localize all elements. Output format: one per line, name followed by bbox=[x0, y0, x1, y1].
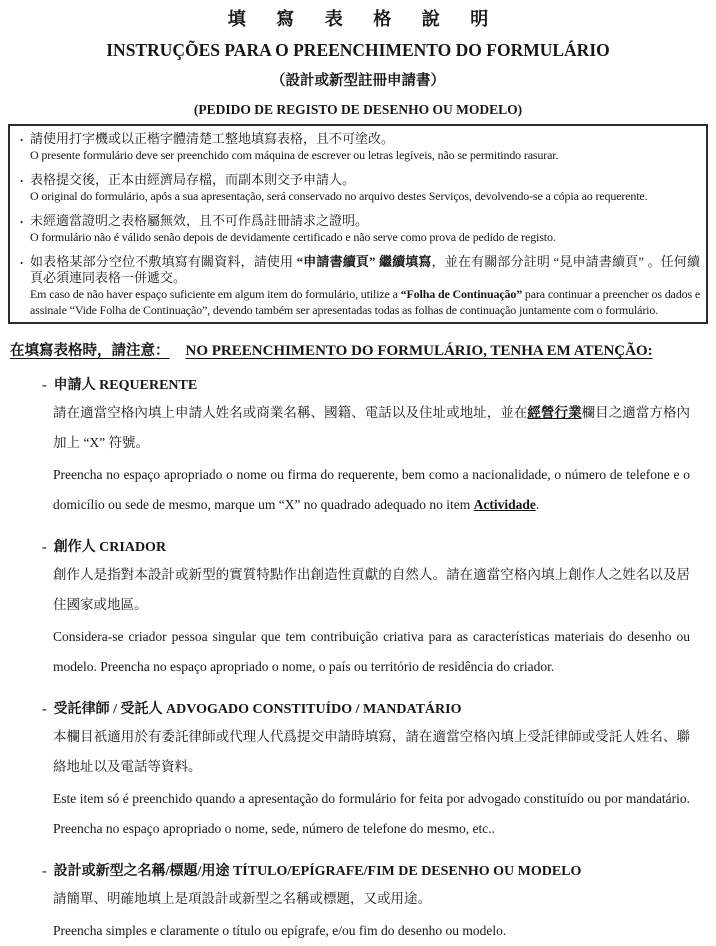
bullet-dot: . bbox=[20, 129, 24, 144]
section-body-pt: Este item só é preenchido quando a apresentação do formulário for feita por advogado constituído ou por mandatário. Preencha no espaço apropriado o nome, sede, número de telefone do mesmo, etc.. bbox=[53, 791, 690, 836]
section-body-pt: Considera-se criador pessoa singular que tem contribuição criativa para as características materiais do desenho ou modelo. Preencha no espaço apropriado o nome, o país ou território de residência do criador. bbox=[53, 629, 690, 674]
notice-zh-text: 表格提交後，正本由經濟局存檔，而副本則交予申請人。 bbox=[30, 172, 356, 187]
notice-pt-line: O presente formulário deve ser preenchido com máquina de escrever ou letras legíveis, não se permitindo rasurar. bbox=[30, 148, 559, 162]
section-body-zh: 本欄目祇適用於有委託律師或代理人代爲提交申請時填寫，請在適當空格內填上受託律師或受託人姓名、聯絡地址以及電話等資料。 bbox=[53, 729, 690, 774]
notice-pt-line: O original do formulário, após a sua apresentação, será conservado no arquivo destes Serviços, devolvendo-se a cópia ao requerente. bbox=[30, 189, 648, 203]
section-dash: - bbox=[42, 378, 47, 393]
attention-heading bbox=[10, 339, 716, 360]
section-requerente bbox=[42, 376, 690, 520]
notice-item bbox=[18, 131, 700, 163]
section-title bbox=[42, 700, 690, 720]
section-title-text: 創作人 CRIADOR bbox=[53, 540, 167, 555]
section-title bbox=[42, 376, 690, 396]
document-header bbox=[0, 0, 716, 119]
section-titulo-epigrafe bbox=[42, 862, 690, 946]
section-dash: - bbox=[42, 864, 47, 879]
section-advogado-mandatario bbox=[42, 700, 690, 844]
section-title-text: 申請人 REQUERENTE bbox=[53, 378, 198, 393]
notice-zh-text: 如表格某部分空位不敷填寫有關資料，請使用 “申請書續頁” 繼續填寫，並在有關部分註明 “見申請書續頁” 。任何續頁必須連同表格一併遞交。 bbox=[30, 254, 700, 285]
attention-zh: 在填寫表格時，請注意： bbox=[10, 343, 170, 359]
notice-pt-line: Em caso de não haver espaço suficiente em algum item do formulário, utilize a “Folha de Continuação” para continuar a preencher os dados e assinale “Vide Folha de Continuação”, devendo também ser apresentadas todas as folhas de continuação juntamente com o formulário. bbox=[30, 287, 700, 317]
section-criador bbox=[42, 538, 690, 682]
notice-zh-line bbox=[18, 131, 700, 147]
attention-pt: NO PREENCHIMENTO DO FORMULÁRIO, TENHA EM ATENÇÃO: bbox=[185, 343, 653, 359]
notice-zh-line bbox=[18, 213, 700, 229]
page-subtitle-zh: （設計或新型註冊申請書） bbox=[271, 73, 445, 89]
page-subtitle-pt: (PEDIDO DE REGISTO DE DESENHO OU MODELO) bbox=[193, 102, 523, 117]
section-title bbox=[42, 538, 690, 558]
section-dash: - bbox=[42, 540, 47, 555]
instruction-sections bbox=[42, 376, 690, 946]
notice-zh-text: 未經適當證明之表格屬無效，且不可作爲註冊請求之證明。 bbox=[30, 213, 369, 228]
bullet-dot: . bbox=[20, 211, 24, 226]
section-dash: - bbox=[42, 702, 47, 717]
page-title-pt: INSTRUÇÕES PARA O PREENCHIMENTO DO FORMULÁRIO bbox=[106, 40, 610, 60]
notice-item bbox=[18, 213, 700, 245]
bullet-dot: . bbox=[20, 252, 24, 267]
section-body-pt: Preencha no espaço apropriado o nome ou firma do requerente, bem como a nacionalidade, o número de telefone e o domicílio ou sede de mesmo, marque um “X” no quadrado adequado no item Actividade. bbox=[53, 467, 690, 512]
bullet-dot: . bbox=[20, 170, 24, 185]
notice-item bbox=[18, 172, 700, 204]
notice-item bbox=[18, 254, 700, 318]
notice-zh-line bbox=[18, 254, 700, 286]
section-title-text: 受託律師 / 受託人 ADVOGADO CONSTITUÍDO / MANDATÁRIO bbox=[53, 702, 462, 717]
section-body-zh: 請在適當空格內填上申請人姓名或商業名稱、國籍、電話以及住址或地址，並在經營行業欄目之適當方格內加上 “X” 符號。 bbox=[53, 405, 691, 450]
section-body-pt: Preencha simples e claramente o título ou epígrafe, e/ou fim do desenho ou modelo. bbox=[53, 923, 507, 938]
section-body-zh: 創作人是指對本設計或新型的實質特點作出創造性貢獻的自然人。請在適當空格內填上創作人之姓名以及居住國家或地區。 bbox=[53, 567, 690, 612]
notice-pt-line: O formulário não é válido senão depois de devidamente certificado e não serve como prova de pedido de registo. bbox=[30, 230, 556, 244]
section-title-text: 設計或新型之名稱/標題/用途 TÍTULO/EPÍGRAFE/FIM DE DESENHO OU MODELO bbox=[53, 864, 582, 879]
notice-box bbox=[8, 124, 708, 324]
notice-zh-text: 請使用打字機或以正楷字體清楚工整地填寫表格，且不可塗改。 bbox=[30, 131, 395, 146]
section-body-zh: 請簡單、明確地填上是項設計或新型之名稱或標題，又或用途。 bbox=[53, 891, 431, 906]
section-title bbox=[42, 862, 690, 882]
page-title-zh: 填 寫 表 格 說 明 bbox=[227, 9, 502, 29]
notice-zh-line bbox=[18, 172, 700, 188]
